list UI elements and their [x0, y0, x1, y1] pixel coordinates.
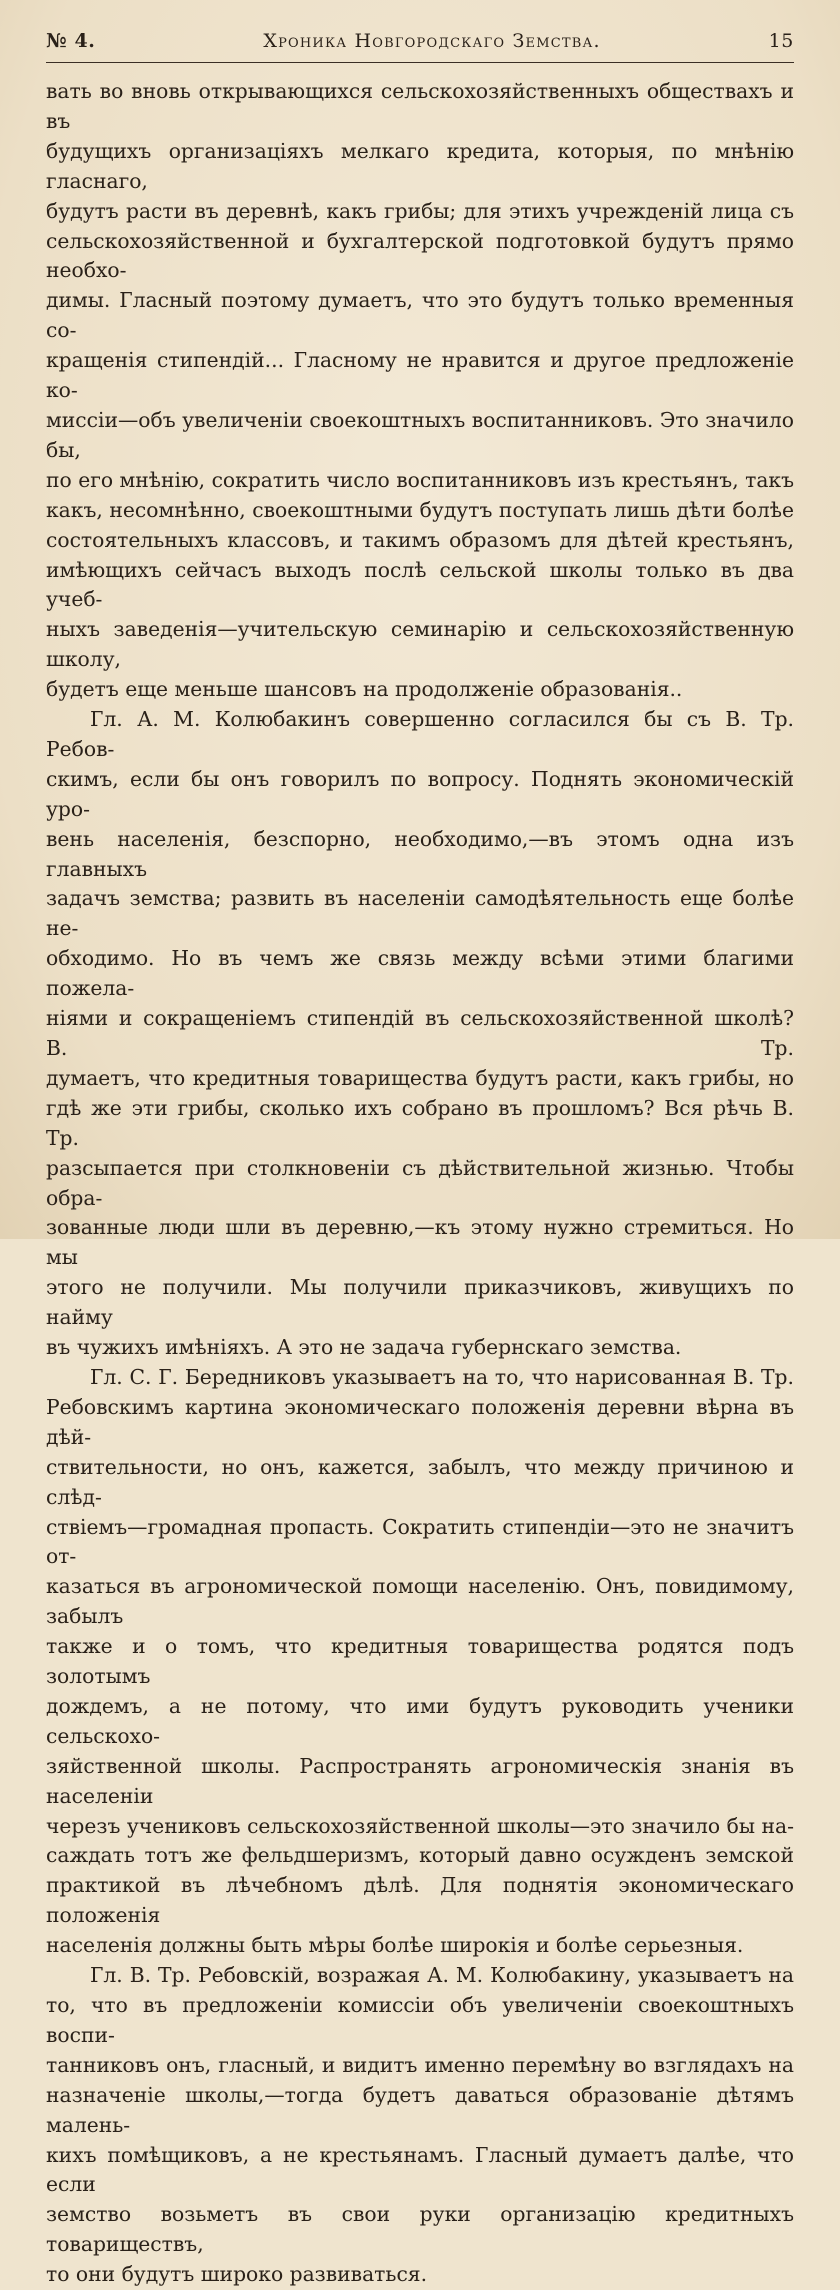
text-line: скимъ, если бы онъ говорилъ по вопросу. Поднять экономическiй уро-	[46, 766, 794, 821]
running-header	[46, 30, 794, 63]
text-line: вать во вновь открывающихся сельскохозяйственныхъ обществахъ и въ	[46, 79, 794, 133]
text-line: практикой въ лѣчебномъ дѣлѣ. Для поднятiя экономическаго положенiя	[46, 1873, 794, 1928]
text-line: Гл. А. М. Колюбакинъ совершенно согласился бы съ В. Тр. Ребов-	[46, 707, 794, 761]
text-line: гдѣ же эти грибы, сколько ихъ собрано въ прошломъ? Вся рѣчь В. Тр.	[46, 1095, 794, 1150]
text-line: нiями и сокращенiемъ стипендiй въ сельскохозяйственной школѣ? В. Тр.	[46, 1006, 794, 1060]
text-line: саждать тотъ же фельдшеризмъ, который давно осужденъ земской	[46, 1843, 794, 1868]
text-line: зованные люди шли въ деревню,—къ этому нужно стремиться. Но мы	[46, 1215, 794, 1270]
text-line: также и о томъ, что кредитныя товарищества родятся подъ золотымъ	[46, 1634, 794, 1689]
text-line: думаетъ, что кредитныя товарищества будутъ расти, какъ грибы, но	[46, 1065, 794, 1090]
text-line: будутъ расти въ деревнѣ, какъ грибы; для этихъ учрежденiй лица съ	[46, 198, 794, 223]
text-line: ныхъ заведенiя—учительскую семинарiю и сельскохозяйственную школу,	[46, 617, 794, 672]
text-line: то они будутъ широко развиваться.	[46, 2262, 428, 2287]
text-line: черезъ учениковъ сельскохозяйственной школы—это значило бы на-	[46, 1813, 794, 1838]
text-line: по его мнѣнiю, сократить число воспитанниковъ изъ крестьянъ, такъ	[46, 467, 794, 492]
article-body	[46, 77, 794, 2290]
page-number: 15	[768, 30, 794, 52]
text-line: этого не получили. Мы получили приказчиковъ, живущихъ по найму	[46, 1275, 794, 1330]
text-line: зяйственной школы. Распространять агрономическiя знанiя въ населенiи	[46, 1753, 794, 1808]
text-line: миссiи—объ увеличенiи своекоштныхъ воспитанниковъ. Это значило бы,	[46, 407, 794, 462]
text-line: то, что въ предложенiи комиссiи объ увеличенiи своекоштныхъ воспи-	[46, 1993, 794, 2047]
text-line: Гл. В. Тр. Ребовскiй, возражая А. М. Колюбакину, указываетъ на	[90, 1963, 794, 1988]
text-line: дождемъ, а не потому, что ими будутъ руководить ученики сельскохо-	[46, 1693, 794, 1748]
text-line: задачъ земства; развить въ населенiи самодѣятельность еще болѣе не-	[46, 886, 794, 941]
text-line: вень населенiя, безспорно, необходимо,—въ этомъ одна изъ главныхъ	[46, 826, 794, 881]
issue-number: № 4.	[46, 30, 96, 52]
text-line: населенiя должны быть мѣры болѣе широкiя и болѣе серьезныя.	[46, 1933, 744, 1958]
text-line: ствiемъ—громадная пропасть. Сократить стипендiи—это не значитъ от-	[46, 1514, 794, 1569]
text-line: въ чужихъ имѣнiяхъ. А это не задача губернскаго земства.	[46, 1335, 682, 1360]
text-line: земство возьметъ въ свои руки организацiю кредитныхъ товариществъ,	[46, 2202, 794, 2257]
text-line: ствительности, но онъ, кажется, забылъ, что между причиною и слѣд-	[46, 1454, 794, 1509]
text-line: кращенiя стипендiй... Гласному не нравится и другое предложенiе ко-	[46, 348, 794, 403]
journal-title: Хроника Новгородскаго Земства.	[263, 30, 601, 52]
text-line: будетъ еще меньше шансовъ на продолженiе образованiя..	[46, 677, 683, 702]
text-line: будущихъ организацiяхъ мелкаго кредита, которыя, по мнѣнiю гласнаго,	[46, 138, 794, 193]
text-line: Гл. С. Г. Бередниковъ указываетъ на то, что нарисованная В. Тр.	[90, 1364, 794, 1389]
text-line: состоятельныхъ классовъ, и такимъ образомъ для дѣтей крестьянъ,	[46, 527, 794, 552]
text-line: имѣющихъ сейчасъ выходъ послѣ сельской школы только въ два учеб-	[46, 557, 794, 612]
text-line: назначенiе школы,—тогда будетъ даваться образованiе дѣтямъ малень-	[46, 2082, 794, 2137]
text-line: казаться въ агрономической помощи населенiю. Онъ, повидимому, забылъ	[46, 1574, 794, 1629]
text-line: димы. Гласный поэтому думаетъ, что это будутъ только временныя со-	[46, 288, 794, 343]
text-line: сельскохозяйственной и бухгалтерской подготовкой будутъ прямо необхо-	[46, 228, 794, 283]
text-line: танниковъ онъ, гласный, и видитъ именно перемѣну во взглядахъ на	[46, 2052, 794, 2077]
text-line: кихъ помѣщиковъ, а не крестьянамъ. Гласный думаетъ далѣе, что если	[46, 2142, 794, 2197]
text-line: Ребовскимъ картина экономическаго положенiя деревни вѣрна въ дѣй-	[46, 1394, 794, 1449]
text-line: разсыпается при столкновенiи съ дѣйствительной жизнью. Чтобы обра-	[46, 1155, 794, 1210]
text-line: обходимо. Но въ чемъ же связь между всѣми этими благими пожела-	[46, 946, 794, 1001]
text-line: какъ, несомнѣнно, своекоштными будутъ поступать лишь дѣти болѣе	[46, 497, 794, 522]
